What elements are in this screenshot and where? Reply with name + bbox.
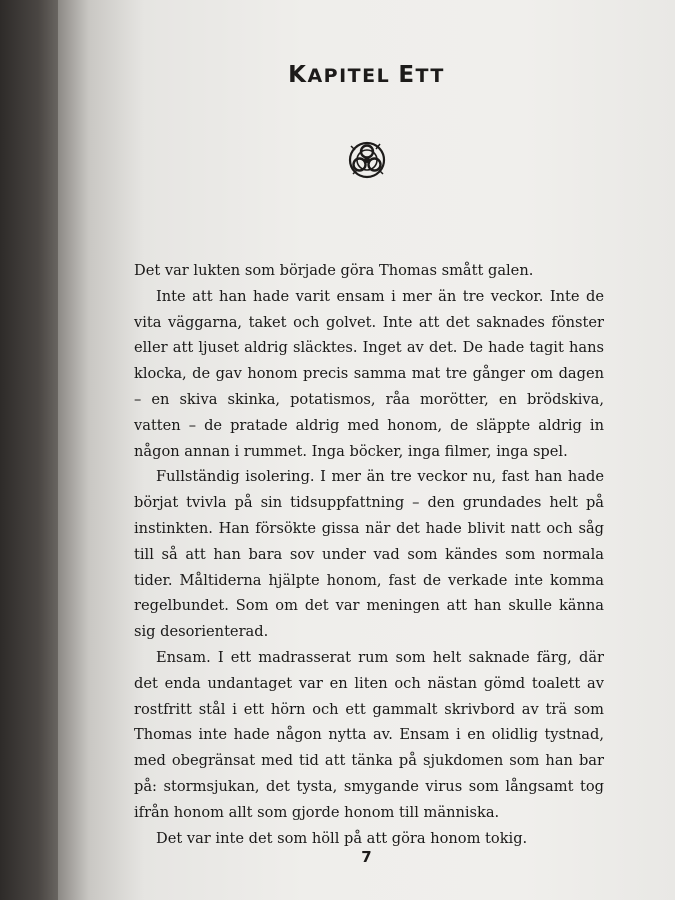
- paragraph: Fullständig isolering. I mer än tre veckor nu, fast han hade börjat tvivla på sin tidsuppfattning – den grundades helt på instinkten. Han försökte gissa när det hade blivit natt och såg till så att han bara sov under vad som kändes som normala tider. Måltiderna hjälpte honom, fast de verkade inte komma regelbundet. Som om det var meningen att han skulle känna sig desorienterad.: [134, 468, 604, 641]
- paragraph: Ensam. I ett madrasserat rum som helt saknade färg, där det enda undantaget var en liten och nästan gömd toalett av rostfritt stål i ett hörn och ett gammalt skrivbord av trä som Thomas inte hade någon nytta av. Ensam i en olidlig tystnad, med obegränsat med tid att tänka på sjukdomen som han bar på: stormsjukan, det tysta, smygande virus som långsamt tog ifrån honom allt som gjorde honom till människa.: [134, 648, 604, 821]
- paragraph: Inte att han hade varit ensam i mer än tre veckor. Inte de vita väggarna, taket och golvet. Inte att det saknades fönster eller att ljuset aldrig släcktes. Inget av det. De hade tagit hans klocka, de gav honom precis samma mat tre gånger om dagen – en skiva skinka, potatismos, råa morötter, en brödskiva, vatten – de pratade aldrig med honom, de släppte aldrig in någon annan i rummet. Inga böcker, inga filmer, inga spel.: [134, 287, 604, 460]
- chapter-body: [134, 258, 604, 851]
- paragraph: Det var inte det som höll på att göra honom tokig.: [156, 829, 528, 847]
- biohazard-icon: [345, 138, 389, 182]
- chapter-title: KAPITEL ETT: [288, 62, 445, 88]
- page-number: 7: [361, 848, 372, 866]
- book-page: [58, 0, 675, 900]
- paragraph: Det var lukten som började göra Thomas smått galen.: [134, 262, 534, 279]
